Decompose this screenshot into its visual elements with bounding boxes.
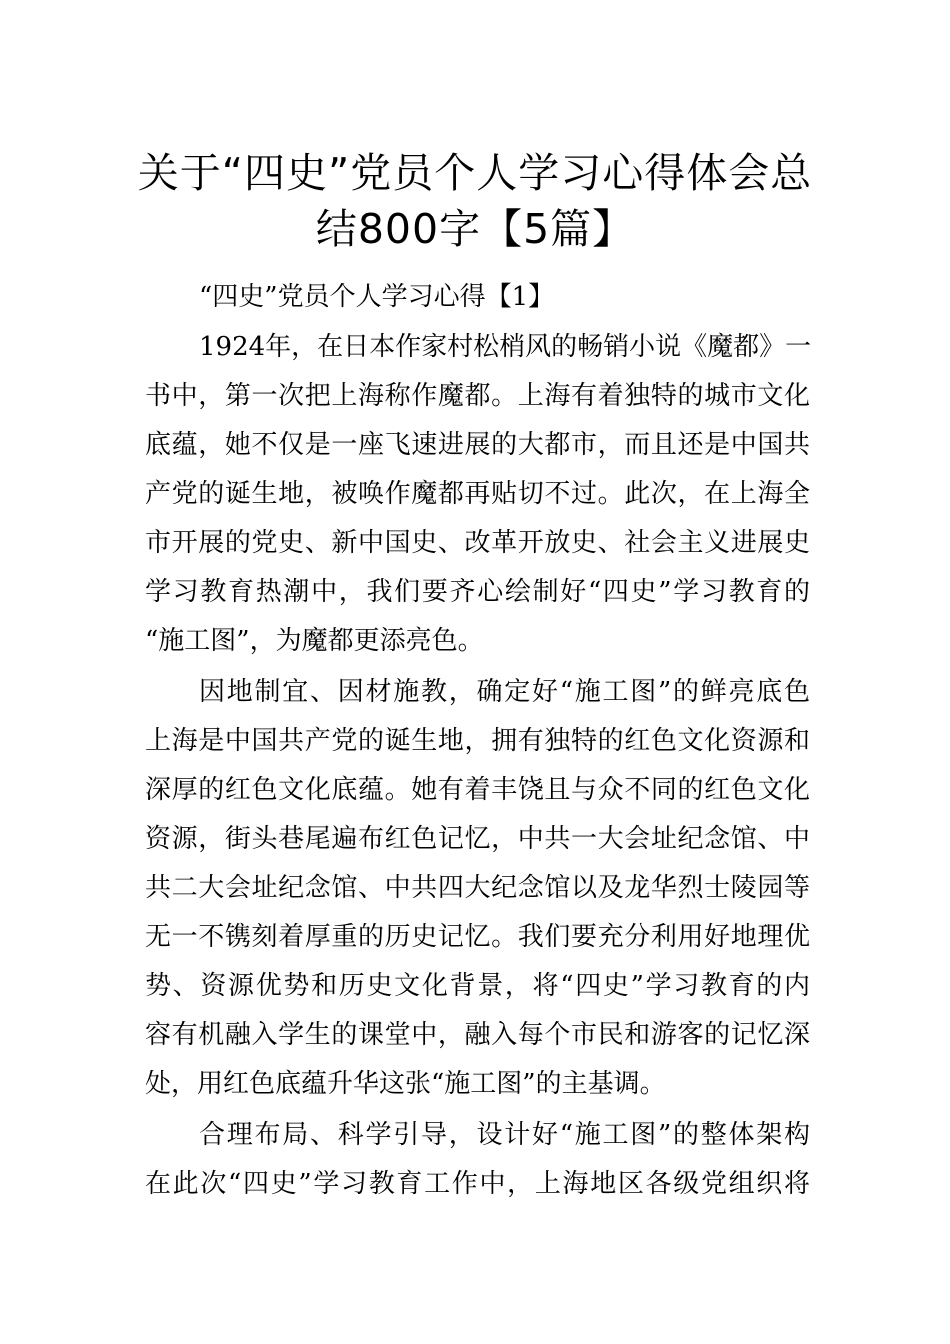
section-heading-3: 合理布局、科学引导，设计好“施工图”的整体架构 [199,1120,810,1150]
paragraph-line: 处，用红色底蕴升华这张“施工图”的主基调。 [145,1069,666,1099]
title-line-1: 关于“四史”党员个人学习心得体会总 [137,149,813,198]
paragraph-line: 势、资源优势和历史文化背景，将“四史”学习教育的内 [145,971,810,1001]
document-title [100,145,850,257]
paragraph-line: 共二大会址纪念馆、中共四大纪念馆以及龙华烈士陵园等 [145,873,810,903]
paragraph-line: 市开展的党史、新中国史、改革开放史、社会主义进展史 [145,528,810,558]
paragraph-line: 资源，街头巷尾遍布红色记忆，中共一大会址纪念馆、中 [145,824,810,854]
paragraph-line: “施工图”，为魔都更添亮色。 [145,626,484,656]
section-heading-2: 因地制宜、因材施教，确定好“施工图”的鲜亮底色 [199,677,810,707]
paragraph-line: 无一不镌刻着厚重的历史记忆。我们要充分利用好地理优 [145,922,810,952]
paragraph-line: 1924年，在日本作家村松梢风的畅销小说《魔都》一 [199,332,812,362]
paragraph-line: 书中，第一次把上海称作魔都。上海有着独特的城市文化 [145,381,810,411]
paragraph-line: 在此次“四史”学习教育工作中，上海地区各级党组织将 [145,1169,810,1199]
title-line-2: 结800字【5篇】 [315,205,635,254]
section-heading-1: “四史”党员个人学习心得【1】 [199,282,555,312]
paragraph-line: 深厚的红色文化底蕴。她有着丰饶且与众不同的红色文化 [145,775,810,805]
paragraph-line: 底蕴，她不仅是一座飞速进展的大都市，而且还是中国共 [145,430,810,460]
paragraph-line: 容有机融入学生的课堂中，融入每个市民和游客的记忆深 [145,1020,810,1050]
paragraph-line: 产党的诞生地，被唤作魔都再贴切不过。此次，在上海全 [145,479,810,509]
paragraph-line: 上海是中国共产党的诞生地，拥有独特的红色文化资源和 [145,726,810,756]
paragraph-line: 学习教育热潮中，我们要齐心绘制好“四史”学习教育的 [145,577,810,607]
